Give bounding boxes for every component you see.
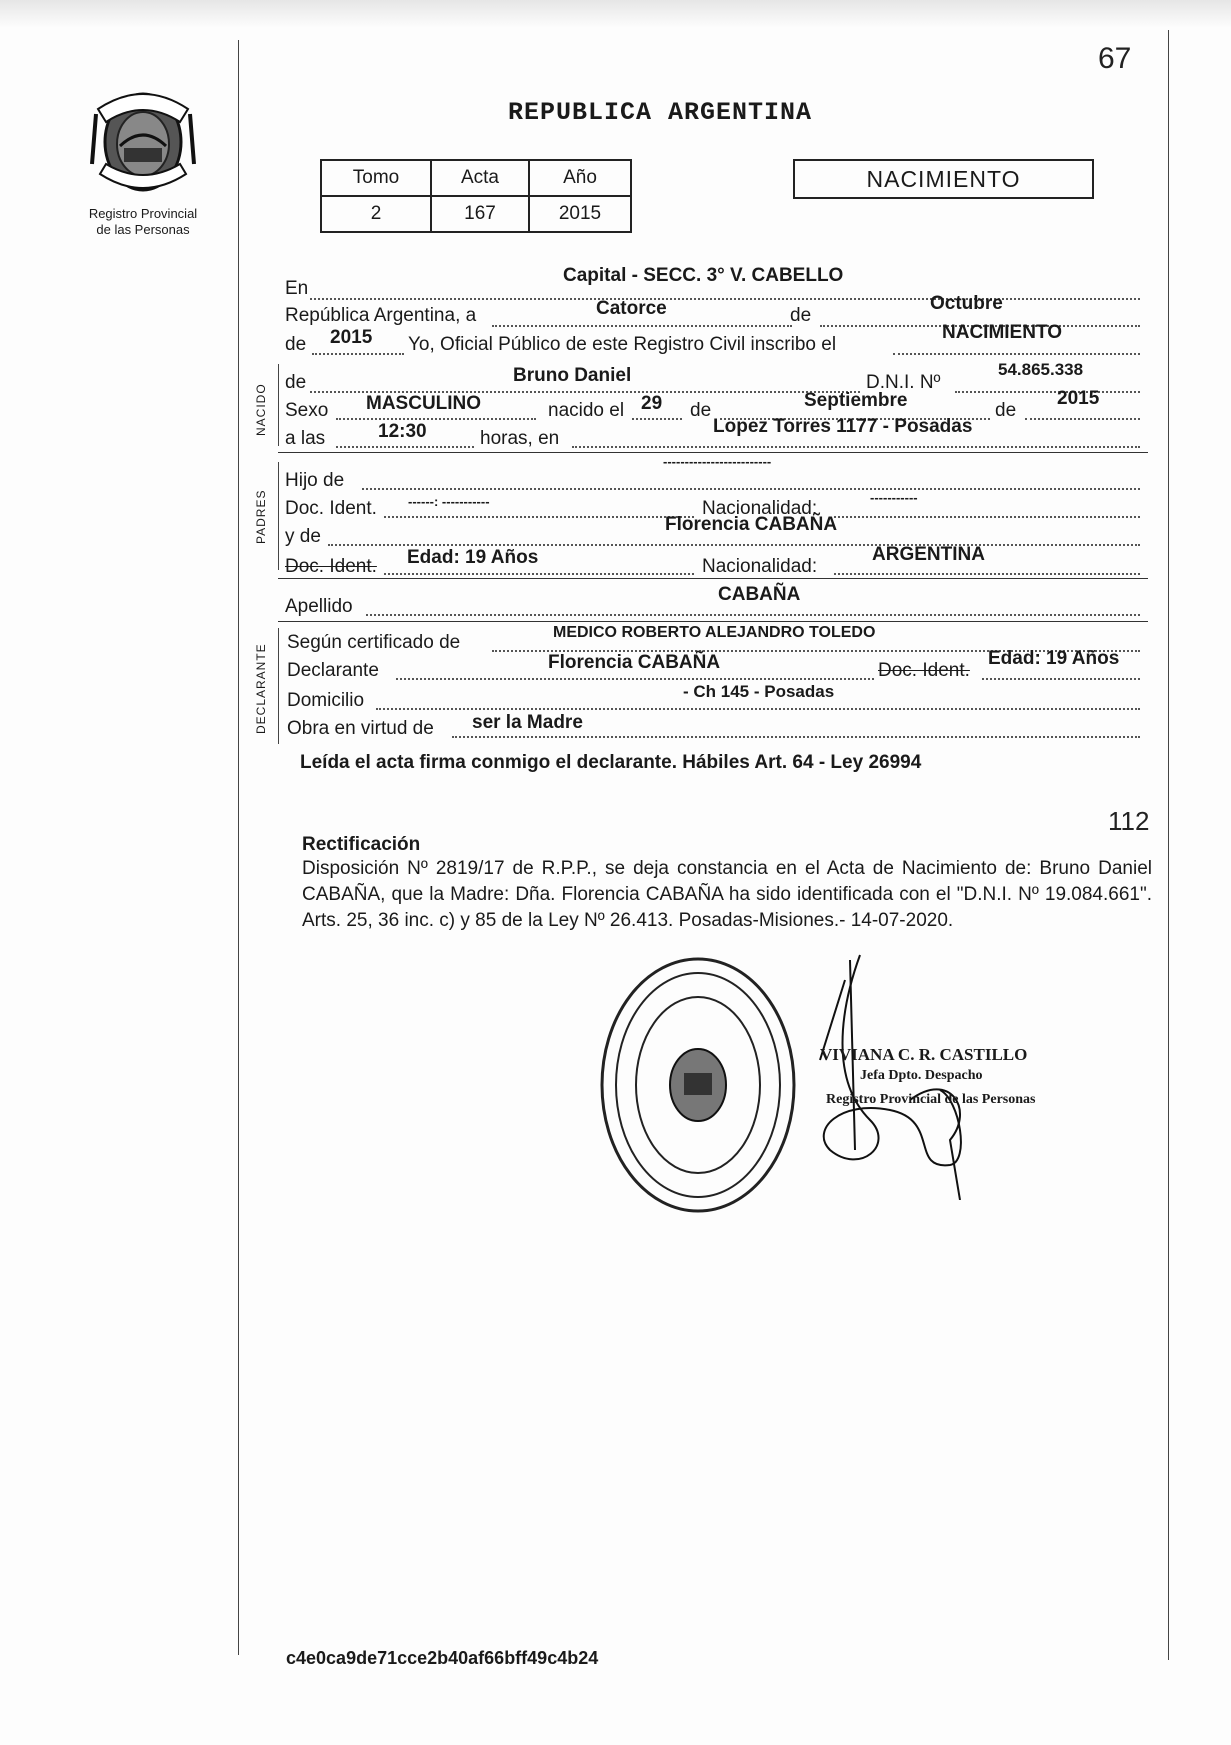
- hora-dots: [336, 446, 474, 448]
- declarante-section-label: DECLARANTE: [254, 643, 268, 734]
- obra-value: ser la Madre: [472, 712, 583, 733]
- hijo-de-dots: [362, 488, 1140, 490]
- nacido-rule: [278, 364, 279, 446]
- page-title: REPUBLICA ARGENTINA: [508, 98, 813, 127]
- en-value: Capital - SECC. 3° V. CABELLO: [563, 265, 844, 286]
- padres-divider: [278, 578, 1148, 579]
- province-seal-icon: [88, 84, 198, 204]
- sexo-value: MASCULINO: [366, 393, 482, 414]
- nombre-value: Bruno Daniel: [513, 365, 632, 386]
- madre-value: Florencia CABAÑA: [665, 514, 838, 535]
- nacionalidad-2-label: Nacionalidad:: [702, 556, 818, 577]
- declarante-doc-dots: [982, 678, 1140, 680]
- lugar-value: Lopez Torres 1177 - Posadas: [713, 416, 973, 437]
- nacionalidad-dots: [834, 516, 1140, 518]
- nacido-el-label: nacido el: [548, 400, 625, 421]
- inscribo-label: Yo, Oficial Público de este Registro Civil inscribo el: [408, 334, 837, 355]
- anio-dots: [312, 353, 404, 355]
- tomo-value: 2: [321, 196, 431, 232]
- doc-ident-label: Doc. Ident.: [285, 498, 377, 519]
- domicilio-value: - Ch 145 - Posadas: [683, 682, 835, 701]
- nacionalidad-label: Nacionalidad:: [702, 498, 818, 519]
- dni-value: 54.865.338: [998, 360, 1084, 379]
- doc-ident-value: ------: -----------: [408, 494, 490, 509]
- act-type-box: NACIMIENTO: [793, 159, 1094, 199]
- official-stamp: [598, 955, 798, 1215]
- province-logo: [88, 84, 198, 204]
- obra-dots: [452, 736, 1140, 738]
- dni-dots: [955, 391, 1140, 393]
- left-margin-rule: [238, 40, 239, 1655]
- registry-stamp-icon: [598, 955, 798, 1215]
- acta-value: 167: [431, 196, 529, 232]
- declarante-rule: [278, 628, 279, 744]
- domicilio-label: Domicilio: [287, 690, 365, 711]
- doc-ident-dots: [384, 516, 694, 518]
- dia-nac-value: 29: [641, 393, 663, 414]
- apellido-value: CABAÑA: [718, 584, 801, 605]
- declarante-label: Declarante: [287, 660, 379, 681]
- padres-section-label: PADRES: [254, 489, 268, 544]
- nacido-section-label: NACIDO: [254, 383, 268, 436]
- rectificacion-title: Rectificación: [302, 834, 421, 855]
- edad-madre-value: Edad: 19 Años: [407, 547, 539, 568]
- declarante-value: Florencia CABAÑA: [548, 652, 721, 673]
- apellido-divider: [278, 621, 1148, 622]
- dia-dots: [492, 325, 792, 327]
- de-label-2: de: [285, 334, 307, 355]
- closing-statement: Leída el acta firma conmigo el declarante. Hábiles Art. 64 - Ley 26994: [300, 752, 922, 773]
- signatory-name: VIVIANA C. R. CASTILLO: [820, 1045, 1028, 1064]
- mes-nac-value: Septiembre: [804, 390, 908, 411]
- nacido-de-label-3: de: [995, 400, 1017, 421]
- inscribo-value: NACIMIENTO: [942, 322, 1062, 343]
- logo-caption: [70, 206, 216, 238]
- lugar-dots: [572, 446, 1140, 448]
- right-margin-rule: [1168, 30, 1169, 1660]
- scan-shadow: [0, 0, 1231, 28]
- page-number-lower: 112: [1108, 806, 1150, 836]
- apellido-label: Apellido: [285, 596, 353, 617]
- certificado-value: MEDICO ROBERTO ALEJANDRO TOLEDO: [553, 624, 876, 641]
- declarante-doc-label: Doc. Ident.: [878, 660, 970, 681]
- sexo-dots: [336, 418, 536, 420]
- hijo-de-dashes: -------------------------: [663, 454, 772, 469]
- de-label-1: de: [790, 305, 812, 326]
- sexo-label: Sexo: [285, 400, 329, 421]
- anio-header: Año: [529, 160, 631, 196]
- horas-label: horas, en: [480, 428, 560, 449]
- tomo-header: Tomo: [321, 160, 431, 196]
- declarante-edad-value: Edad: 19 Años: [988, 648, 1120, 669]
- doc-ident-2-dots: [384, 573, 694, 575]
- acta-header: Acta: [431, 160, 529, 196]
- hijo-de-label: Hijo de: [285, 470, 345, 491]
- certificado-label: Según certificado de: [287, 632, 461, 653]
- mes-value: Octubre: [930, 293, 1003, 314]
- y-de-label: y de: [285, 526, 321, 547]
- declarante-dots: [396, 678, 874, 680]
- dia-value: Catorce: [596, 298, 667, 319]
- en-dots: [310, 298, 1140, 300]
- republica-label: República Argentina, a: [285, 305, 477, 326]
- nacido-de-label: de: [285, 372, 307, 393]
- apellido-dots: [366, 614, 1140, 616]
- nacionalidad-value: -----------: [870, 490, 918, 505]
- en-label: En: [285, 278, 309, 299]
- nacido-divider: [278, 452, 1148, 453]
- anio-nac-value: 2015: [1057, 388, 1100, 409]
- signatory-org: Registro Provincial de las Personas: [826, 1092, 1036, 1107]
- anio-value: 2015: [529, 196, 631, 232]
- inscribo-dots: [893, 353, 1140, 355]
- domicilio-dots: [376, 708, 1140, 710]
- nacionalidad-2-dots: [834, 573, 1140, 575]
- nacido-de-label-2: de: [690, 400, 712, 421]
- act-header-table: [320, 159, 632, 233]
- document-hash: c4e0ca9de71cce2b40af66bff49c4b24: [286, 1648, 599, 1668]
- anio-value: 2015: [330, 327, 373, 348]
- nacionalidad-2-value: ARGENTINA: [872, 544, 985, 565]
- madre-dots: [328, 544, 1140, 546]
- a-las-label: a las: [285, 428, 326, 449]
- anio-nac-dots: [1025, 418, 1140, 420]
- doc-ident-2-label: Doc. Ident.: [285, 556, 377, 577]
- dni-label: D.N.I. Nº: [866, 372, 941, 393]
- logo-caption-line1: Registro Provincial: [88, 206, 198, 221]
- signatory-role: Jefa Dpto. Despacho: [860, 1068, 983, 1083]
- hora-value: 12:30: [378, 421, 427, 442]
- dia-nac-dots: [632, 418, 682, 420]
- obra-label: Obra en virtud de: [287, 718, 434, 739]
- logo-caption-line2: de las Personas: [96, 222, 190, 237]
- padres-rule: [278, 462, 279, 570]
- rectificacion-body: Disposición Nº 2819/17 de R.P.P., se deja constancia en el Acta de Nacimiento de: Bruno Daniel CABAÑA, que la Madre: Dña. Florencia CABAÑA ha sido identificada con el "D.N.I. Nº 19.084.661". Arts. 25, 36 inc. c) y 85 de la Ley Nº 26.413. Posadas-Misiones.- 14-07-2020.: [302, 858, 1152, 931]
- page-number: 67: [1098, 42, 1132, 75]
